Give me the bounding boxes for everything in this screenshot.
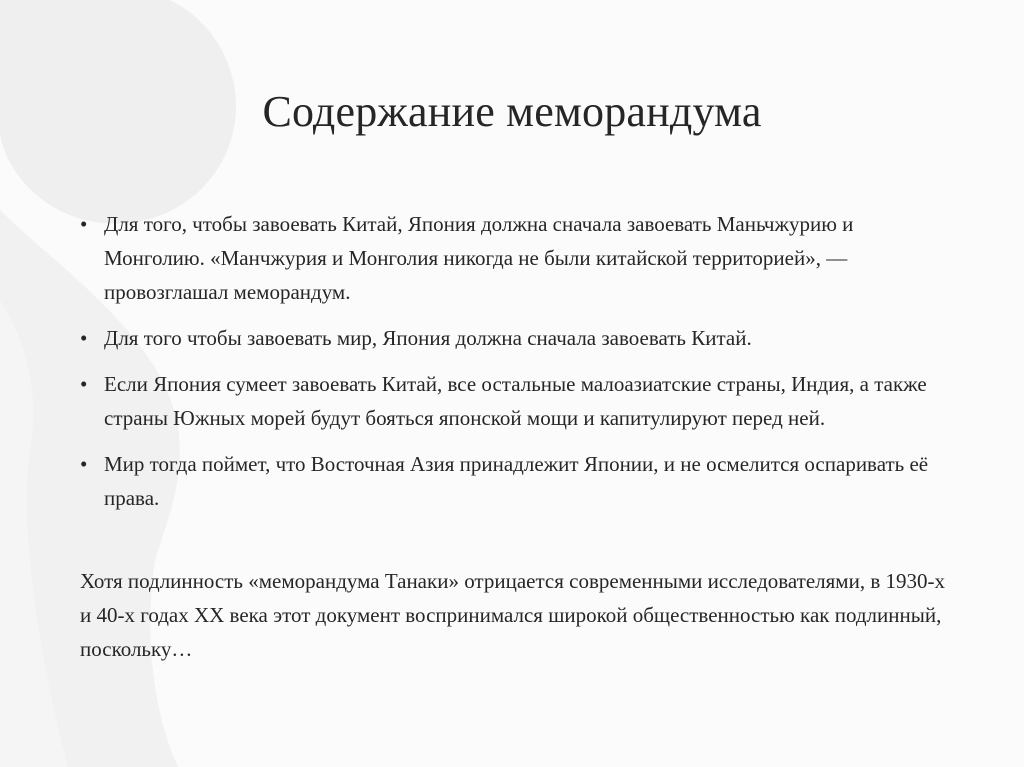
bullet-list [80,207,940,527]
bullet-item-3 [80,367,940,435]
bullet-item-1 [80,207,940,309]
bullet-text-3: Если Япония сумеет завоевать Китай, все остальные малоазиатские страны, Индия, а также страны Южных морей будут бояться японской мощи и капитулируют перед ней. [104,372,927,430]
bullet-marker-4: • [80,452,88,476]
bullet-text-1: Для того, чтобы завоевать Китай, Япония должна сначала завоевать Маньчжурию и Монголию. «Манчжурия и Монголия никогда не были китайской территорией», — провозглашал меморандум. [104,212,854,304]
bullet-marker-2: • [80,326,88,350]
bullet-item-2 [80,321,940,355]
bullet-text-4: Мир тогда поймет, что Восточная Азия принадлежит Японии, и не осмелится оспаривать её права. [104,452,929,510]
bullet-item-4 [80,447,940,515]
bullet-text-2: Для того чтобы завоевать мир, Япония должна сначала завоевать Китай. [104,326,752,350]
bullet-marker-1: • [80,212,88,236]
slide-title: Содержание меморандума [262,87,762,136]
bullet-marker-3: • [80,372,88,396]
closing-paragraph: Хотя подлинность «меморандума Танаки» отрицается современными исследователями, в 1930-х и 40-х годах XX века этот документ воспринимался широкой общественностью как подлинный, поскольку… [80,569,945,661]
